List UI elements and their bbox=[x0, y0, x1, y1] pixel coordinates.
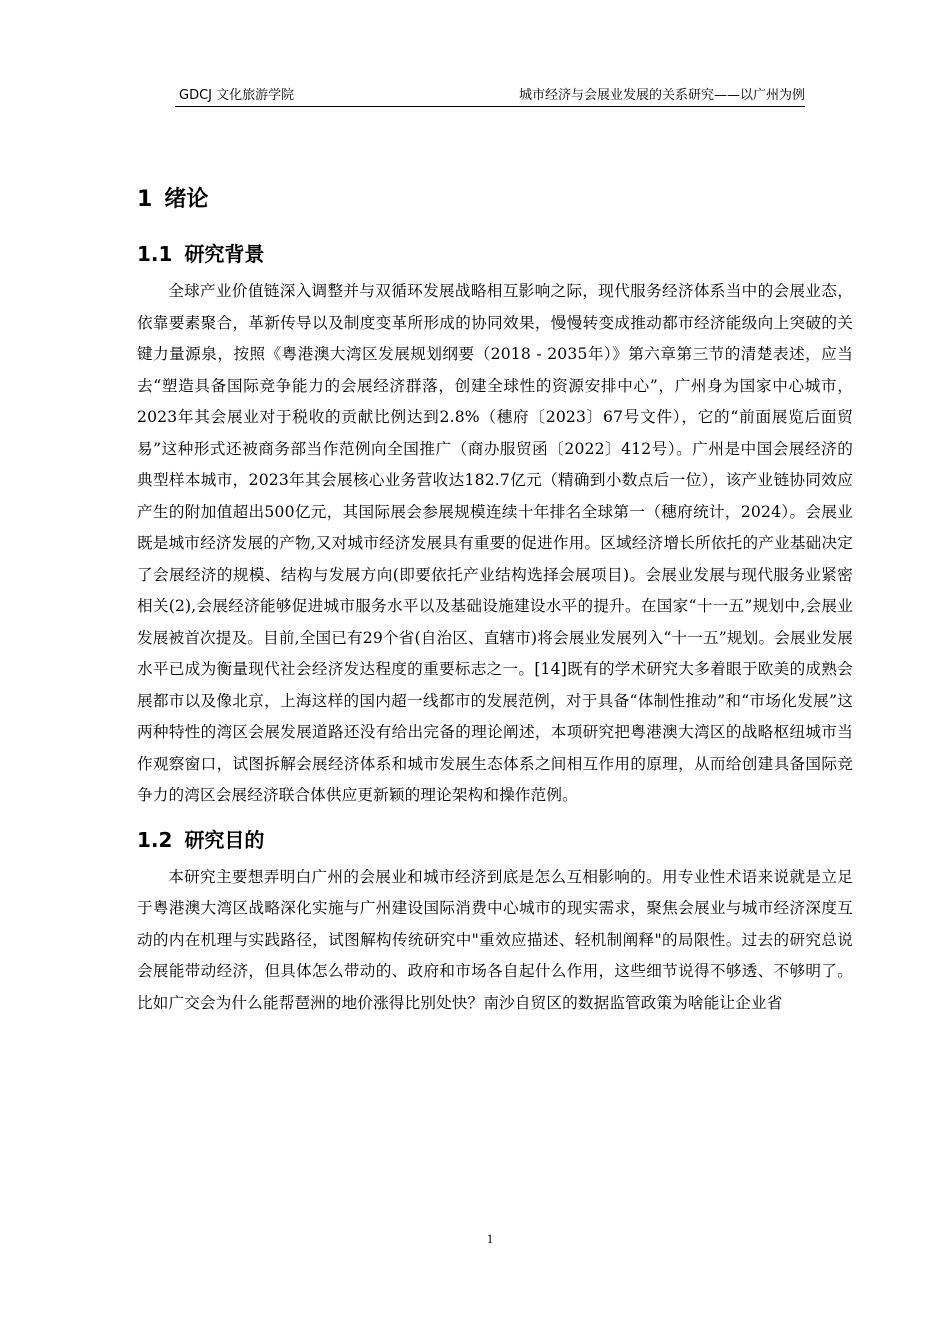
paragraph-background: 全球产业价值链深入调整并与双循环发展战略相互影响之际，现代服务经济体系当中的会展业态，依靠要素聚合，革新传导以及制度变革所形成的协同效果，慢慢转变成推动都市经济能级向上突破的关键力量源泉，按照《粤港澳大湾区发展规划纲要（2018 - 2035年）》第六章第三节的清楚表述，应当去“塑造具备国际竞争能力的会展经济群落，创建全球性的资源安排中心”，广州身为国家中心城市，2023年其会展业对于税收的贡献比例达到2.8%（穗府〔2023〕67号文件），它的“前面展览后面贸易”这种形式还被商务部当作范例向全国推广（商办服贸函〔2022〕412号）。广州是中国会展经济的典型样本城市，2023年其会展核心业务营收达182.7亿元（精确到小数点后一位），该产业链协同效应产生的附加值超出500亿元，其国际展会参展规模连续十年排名全球第一（穗府统计，2024）。会展业既是城市经济发展的产物,又对城市经济发展具有重要的促进作用。区域经济增长所依托的产业基础决定了会展经济的规模、结构与发展方向(即要依托产业结构选择会展项目)。会展业发展与现代服务业紧密相关(2),会展经济能够促进城市服务水平以及基础设施建设水平的提升。在国家“十一五”规划中,会展业发展被首次提及。目前,全国已有29个省(自治区、直辖市)将会展业发展列入“十一五”规划。会展业发展水平已成为衡量现代社会经济发达程度的重要标志之一。[14]既有的学术研究大多着眼于欧美的成熟会展都市以及像北京，上海这样的国内超一线都市的发展范例，对于具备“体制性推动”和“市场化发展”这两种特性的湾区会展发展道路还没有给出完备的理论阐述，本项研究把粤港澳大湾区的战略枢纽城市当作观察窗口，试图拆解会展经济体系和城市发展生态体系之间相互作用的原理，从而给创建具备国际竞争力的湾区会展经济联合体供应更新颖的理论架构和操作范例。 bbox=[137, 282, 853, 804]
paragraph-purpose: 本研究主要想弄明白广州的会展业和城市经济到底是怎么互相影响的。用专业性术语来说就是立足于粤港澳大湾区战略深化实施与广州建设国际消费中心城市的现实需求，聚焦会展业与城市经济深度互动的内在机理与实践路径，试图解构传统研究中"重效应描述、轻机制阐释"的局限性。过去的研究总说会展能带动经济，但具体怎么带动的、政府和市场各自起什么作用，这些细节说得不够透、不够明了。比如广交会为什么能帮琶洲的地价涨得比别处快？南沙自贸区的数据监管政策为啥能让企业省 bbox=[137, 867, 853, 1012]
page-footer bbox=[0, 1230, 950, 1248]
main-content bbox=[137, 184, 853, 1031]
section-number: 1.1 bbox=[137, 242, 173, 266]
section-number: 1.2 bbox=[137, 827, 173, 852]
chapter-heading bbox=[137, 184, 853, 216]
section-title: 研究背景 bbox=[184, 242, 265, 266]
section-title: 研究目的 bbox=[184, 827, 265, 852]
section-heading-background bbox=[137, 238, 853, 270]
section-heading-purpose bbox=[137, 824, 853, 856]
chapter-number: 1 bbox=[137, 187, 153, 212]
header-paper-title: 城市经济与会展业发展的关系研究——以广州为例 bbox=[518, 88, 805, 103]
running-header bbox=[175, 84, 805, 107]
header-institution: GDCJ 文化旅游学院 bbox=[179, 88, 295, 103]
page-number: 1 bbox=[486, 1231, 494, 1246]
chapter-title: 绪论 bbox=[164, 187, 209, 212]
